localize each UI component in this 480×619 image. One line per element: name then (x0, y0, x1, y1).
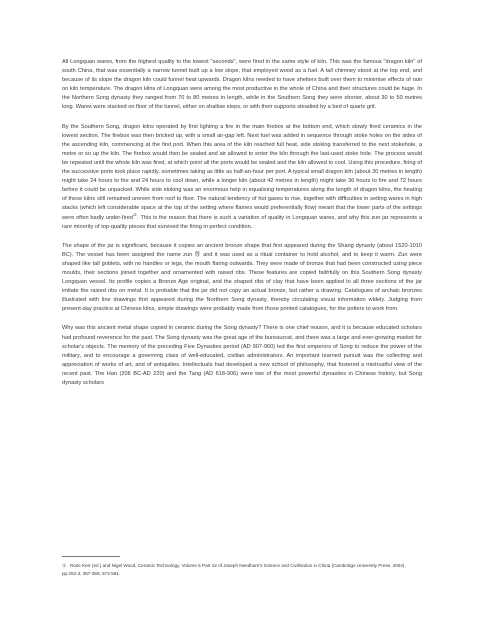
footnote-reference[interactable]: ① (133, 211, 138, 217)
footnote-text: Rose Kerr (ed.) and Nigel Wood, Ceramic Technology. Volume 5 Part 12 of Joseph Needham's Science and Civilisation in China (Cambridge University Press, 2004), pp.252-3, 357-359, 572-581. (62, 563, 406, 576)
document-body (62, 58, 422, 398)
paragraph-firing-tail: . This is the reason that there is such a variation of quality in Longquan wares, and why this zun jar represents a rare minority of top-quality pieces that survived the firing in perfect condition. (62, 214, 422, 230)
footnote-number: ① (62, 563, 67, 568)
footnote (62, 562, 422, 577)
paragraph-dragon-kiln: All Longquan wares, from the highest quality to the lowest "seconds", were fired in the same style of kiln. This was the famous "dragon kiln" of south China, that was essentially a narrow tunnel built up a low slope, that employed wood as a fuel. A tall chimney stood at the top end, and because of its slope the dragon kiln could funnel heat upwards. Dragon kilns needed to have shelters built over them to minimise effects of rain on kiln temperature. The dragon kilns of Longquan were among the most productive in the whole of China and their structures could be huge. In the Northern Song dynasty they ranged from 70 to 80 metres in length, while in the Southern Song they were shorter, about 30 to 50 metres long. Wares were stacked on floor of the tunnel, either on shallow steps, or with their supports steadied by a bed of quartz grit. (62, 59, 422, 111)
paragraph-zun-shape: The shape of the jar is significant, because it copies an ancient bronze shape that first appeared during the Shang dynasty (about 1520-1010 BC). The vessel has been assigned the name zun 尊 and it was used as a ritual container to hold alcohol, and to keep it warm. Zun were shaped like tall goblets, with no handles or legs, the mouth flaring outwards. They were made of bronze that had been constructed using piece moulds, their sections joined together and ornamented with raised ribs. These features are copied faithfully on this Southern Song dynasty Longquan vessel. Its profile copies a Bronze Age original, and the shaped ribs of clay that have been applied to all three sections of the jar imitate the raised ribs on metal. It is probable that the jar did not copy an actual bronze, but rather a drawing. Catalogues of archaic bronzes illustrated with line drawings first appeared during the Northern Song dynasty, thereby circulating visual information widely. Judging from present-day practice at Chinese kilns, simple drawings were probably made from those printed catalogues, for the potters to work from. (62, 242, 422, 313)
paragraph-firing-process (62, 123, 422, 232)
footnote-divider (62, 556, 120, 557)
paragraph-song-reverence: Why was this ancient metal shape copied in ceramic during the Song dynasty? There is one chief reason, and it is because educated scholars had profound reverence for the past. The Song dynasty was the great age of the bureaucrat, and there was a large and ever-growing market for scholar's objects. The memory of the preceding Five Dynasties period (AD 907-960) led the first emperors of Song to reduce the power of the military, and to encourage a governing class of well-educated, civilian administrators. An important learned pursuit was the collecting and appreciation of works of art, and of antiquities. Intellectuals had developed a new school of philosophy, that fostered a mistrustful view of the recent past. The Han (206 BC-AD 220) and the Tang (AD 618-906) were two of the most powerful dynasties in Chinese history, but Song dynasty scholars (62, 325, 422, 386)
paragraph-firing-text: By the Southern Song, dragon kilns operated by first lighting a fire in the main firebox at the bottom end, which slowly fired ceramics in the lowest section. The firebox was then bricked up, with a small air-gap left. Next fuel was added in sequence through stoke holes on the sides of the ascending kiln, commencing at the first port. When this area of the kiln reached full heat, side stoking transferred to the next stokehole, a metre or so up the kiln. The firebox would then be sealed and air allowed to enter the kiln through the last-used stoke hole. The process would be repeated until the whole kiln was fired, at which point all the ports would be sealed and the kiln allowed to cool. Using this procedure, firing of the successive ports took place rapidly, sometimes taking as little as half-an-hour per port. A typical small dragon kiln (about 30 metres in length) might take 24 hours to fire and 24 hours to cool down, while a longer kiln (about 42 metres in length) might take 36 hours to fire and 72 hours before it could be unpacked. While side stoking was an enormous help in equalising temperatures along the length of dragon kilns, the heating of these kilns still remained uneven from roof to floor. The natural tendency of hot gases to rise, together with difficulties in setting wares in high stacks (which left considerable space at the top of the setting where flames would preferentially flow) meant that the lower parts of the settings were often badly under-fired (62, 123, 422, 221)
